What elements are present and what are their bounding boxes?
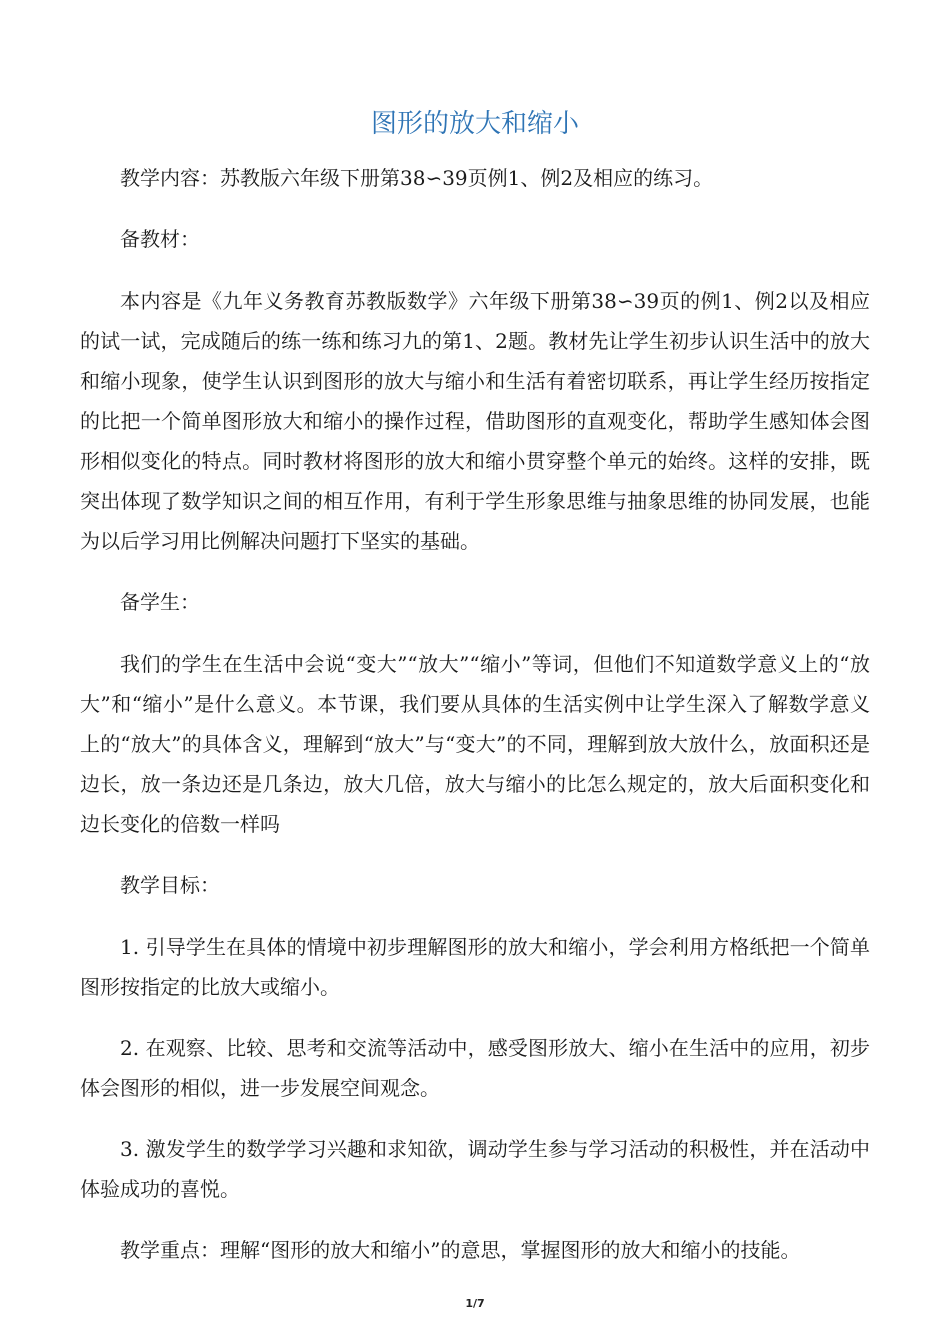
paragraph-goal-1: 1. 引导学生在具体的情境中初步理解图形的放大和缩小，学会利用方格纸把一个简单图形按指定的比放大或缩小。 [80, 935, 870, 999]
heading-teaching-goals: 教学目标： [120, 873, 220, 897]
document-page [80, 0, 870, 1344]
heading-textbook-prep: 备教材： [120, 227, 200, 251]
paragraph-key-point: 教学重点：理解“图形的放大和缩小”的意思，掌握图形的放大和缩小的技能。 [120, 1238, 801, 1262]
document-title: 图形的放大和缩小 [370, 109, 579, 139]
paragraph-textbook-analysis: 本内容是《九年义务教育苏教版数学》六年级下册第38∽39页的例1、例2以及相应的试一试，完成随后的练一练和练习九的第1、2题。教材先让学生初步认识生活中的放大和缩小现象，使学生认识到图形的放大与缩小和生活有着密切联系，再让学生经历按指定的比把一个简单图形放大和缩小的操作过程，借助图形的直观变化，帮助学生感知体会图形相似变化的特点。同时教材将图形的放大和缩小贯穿整个单元的始终。这样的安排，既突出体现了数学知识之间的相互作用，有利于学生形象思维与抽象思维的协同发展，也能为以后学习用比例解决问题打下坚实的基础。 [80, 289, 870, 553]
paragraph-teaching-content: 教学内容：苏教版六年级下册第38∽39页例1、例2及相应的练习。 [120, 166, 714, 190]
paragraph-goal-3: 3. 激发学生的数学学习兴趣和求知欲，调动学生参与学习活动的积极性，并在活动中体验成功的喜悦。 [80, 1137, 870, 1201]
paragraph-student-analysis: 我们的学生在生活中会说“变大”“放大”“缩小”等词，但他们不知道数学意义上的“放大”和“缩小”是什么意义。本节课，我们要从具体的生活实例中让学生深入了解数学意义上的“放大”的具体含义，理解到“放大”与“变大”的不同，理解到放大放什么，放面积还是边长，放一条边还是几条边，放大几倍，放大与缩小的比怎么规定的，放大后面积变化和边长变化的倍数一样吗 [80, 652, 870, 836]
paragraph-goal-2: 2. 在观察、比较、思考和交流等活动中，感受图形放大、缩小在生活中的应用，初步体会图形的相似，进一步发展空间观念。 [80, 1036, 870, 1100]
document-body [80, 158, 870, 1291]
heading-student-prep: 备学生： [120, 590, 200, 614]
page-number: 1/7 [465, 1297, 485, 1310]
